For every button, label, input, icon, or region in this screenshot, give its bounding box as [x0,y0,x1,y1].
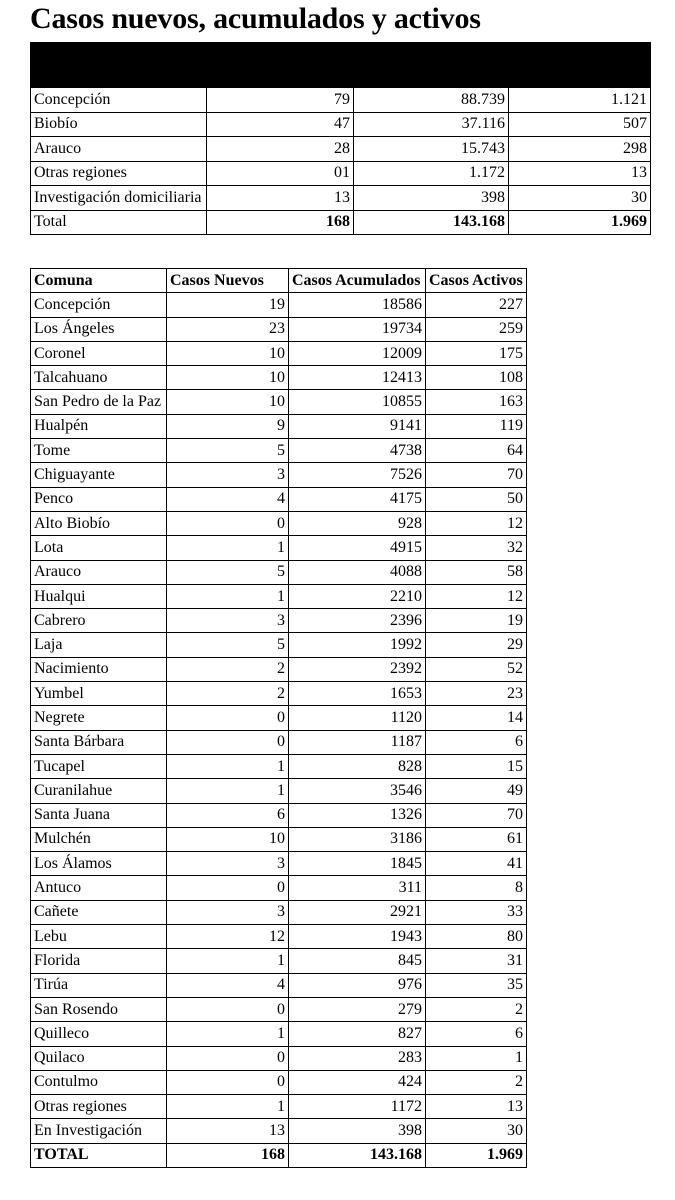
comunas-cell: 41 [426,852,527,876]
comunas-cell: 1 [167,949,289,973]
summary-cell-activos: 30 [509,186,651,211]
comunas-cell: Otras regiones [31,1095,167,1119]
table-row [31,487,527,511]
comunas-cell: Cañete [31,900,167,924]
table-row [31,317,527,341]
comunas-cell: 1992 [289,633,426,657]
comunas-cell: 10 [167,827,289,851]
page-title: Casos nuevos, acumulados y activos [30,2,481,35]
comunas-cell: Cabrero [31,609,167,633]
summary-row [31,88,651,113]
table-row [31,414,527,438]
comunas-cell: 398 [289,1119,426,1143]
comunas-cell: 49 [426,779,527,803]
summary-cell-acumulados: 398 [354,186,509,211]
summary-cell-name: Biobío [31,112,207,137]
table-row [31,779,527,803]
comunas-cell: San Pedro de la Paz [31,390,167,414]
summary-cell-activos: 1.969 [509,210,651,235]
comunas-cell: Arauco [31,560,167,584]
comunas-cell: 10 [167,341,289,365]
summary-row [31,210,651,235]
summary-row [31,161,651,186]
comunas-cell: 14 [426,706,527,730]
comunas-cell: 0 [167,730,289,754]
table-row [31,609,527,633]
comunas-cell: 3 [167,900,289,924]
comunas-cell: Quilaco [31,1046,167,1070]
comunas-cell: Tome [31,439,167,463]
comunas-cell: 4 [167,487,289,511]
comunas-cell: 70 [426,463,527,487]
comunas-cell: 18586 [289,293,426,317]
comunas-header-cell: Casos Nuevos [167,269,289,293]
comunas-cell: Quilleco [31,1022,167,1046]
comunas-cell: 4 [167,973,289,997]
table-row [31,1022,527,1046]
table-row [31,973,527,997]
comunas-cell: Hualpén [31,414,167,438]
comunas-cell: 3 [167,852,289,876]
summary-row [31,112,651,137]
comunas-cell: Contulmo [31,1070,167,1094]
table-row [31,803,527,827]
comunas-cell: 1 [167,584,289,608]
comunas-cell: 23 [426,682,527,706]
table-row [31,584,527,608]
summary-table [30,42,651,235]
comunas-cell: Santa Juana [31,803,167,827]
table-row [31,463,527,487]
comunas-cell: 31 [426,949,527,973]
comunas-cell: 311 [289,876,426,900]
table-row [31,341,527,365]
comunas-cell: Laja [31,633,167,657]
comunas-cell: Antuco [31,876,167,900]
comunas-cell: 0 [167,1070,289,1094]
comunas-cell: San Rosendo [31,997,167,1021]
comunas-cell: 9 [167,414,289,438]
comunas-cell: 2 [426,1070,527,1094]
summary-cell-acumulados: 15.743 [354,137,509,162]
table-row [31,949,527,973]
comunas-cell: 1943 [289,925,426,949]
table-row [31,852,527,876]
comunas-cell: Mulchén [31,827,167,851]
comunas-cell: 3 [167,609,289,633]
comunas-table [30,268,527,1168]
comunas-cell: 12009 [289,341,426,365]
comunas-cell: Florida [31,949,167,973]
table-row [31,1119,527,1143]
comunas-cell: 1653 [289,682,426,706]
comunas-cell: Tucapel [31,754,167,778]
comunas-cell: Talcahuano [31,366,167,390]
comunas-cell: 12 [426,511,527,535]
comunas-cell: 827 [289,1022,426,1046]
comunas-cell: 15 [426,754,527,778]
table-row [31,633,527,657]
comunas-cell: 19 [426,609,527,633]
comunas-cell: Nacimiento [31,657,167,681]
comunas-cell: 1187 [289,730,426,754]
comunas-cell: 424 [289,1070,426,1094]
table-row [31,876,527,900]
comunas-cell: 1120 [289,706,426,730]
comunas-cell: 80 [426,925,527,949]
comunas-cell: 283 [289,1046,426,1070]
summary-cell-name: Concepción [31,88,207,113]
summary-row [31,186,651,211]
comunas-cell: 2 [167,657,289,681]
comunas-cell: 9141 [289,414,426,438]
comunas-cell: 5 [167,560,289,584]
comunas-header-cell: Casos Acumulados [289,269,426,293]
comunas-cell: 119 [426,414,527,438]
comunas-cell: Hualqui [31,584,167,608]
summary-cell-acumulados: 88.739 [354,88,509,113]
table-row [31,439,527,463]
comunas-cell: Penco [31,487,167,511]
comunas-cell: 19734 [289,317,426,341]
comunas-cell: 23 [167,317,289,341]
comunas-cell: 6 [426,1022,527,1046]
summary-header-band [31,43,651,88]
table-row [31,293,527,317]
comunas-cell: 0 [167,997,289,1021]
summary-cell-activos: 507 [509,112,651,137]
comunas-cell: 845 [289,949,426,973]
summary-cell-name: Arauco [31,137,207,162]
comunas-cell: 61 [426,827,527,851]
comunas-cell: Santa Bárbara [31,730,167,754]
comunas-cell: 10 [167,390,289,414]
comunas-cell: 12 [426,584,527,608]
comunas-cell: 1845 [289,852,426,876]
table-row [31,1046,527,1070]
summary-cell-name: Investigación domiciliaria [31,186,207,211]
summary-cell-activos: 1.121 [509,88,651,113]
comunas-cell: Concepción [31,293,167,317]
total-cell: TOTAL [31,1143,167,1167]
comunas-cell: 70 [426,803,527,827]
comunas-cell: 928 [289,511,426,535]
comunas-cell: 32 [426,536,527,560]
summary-cell-nuevos: 13 [207,186,354,211]
comunas-cell: Yumbel [31,682,167,706]
comunas-cell: Coronel [31,341,167,365]
comunas-cell: Lota [31,536,167,560]
comunas-cell: 0 [167,1046,289,1070]
comunas-cell: 163 [426,390,527,414]
summary-cell-nuevos: 79 [207,88,354,113]
comunas-cell: 1 [167,1095,289,1119]
comunas-cell: 4738 [289,439,426,463]
comunas-cell: 108 [426,366,527,390]
summary-cell-nuevos: 47 [207,112,354,137]
comunas-cell: Lebu [31,925,167,949]
comunas-cell: 50 [426,487,527,511]
comunas-cell: Negrete [31,706,167,730]
table-row [31,730,527,754]
comunas-cell: 2 [167,682,289,706]
total-cell: 168 [167,1143,289,1167]
comunas-cell: Curanilahue [31,779,167,803]
comunas-cell: 976 [289,973,426,997]
summary-cell-activos: 13 [509,161,651,186]
table-row [31,706,527,730]
comunas-cell: 2396 [289,609,426,633]
comunas-cell: 5 [167,633,289,657]
comunas-cell: 8 [426,876,527,900]
table-row [31,536,527,560]
table-row [31,900,527,924]
table-row [31,390,527,414]
comunas-cell: 0 [167,706,289,730]
comunas-cell: 19 [167,293,289,317]
comunas-cell: 2 [426,997,527,1021]
comunas-cell: 175 [426,341,527,365]
comunas-cell: 4175 [289,487,426,511]
comunas-cell: 13 [426,1095,527,1119]
comunas-cell: Los Ángeles [31,317,167,341]
comunas-cell: 33 [426,900,527,924]
comunas-cell: 3546 [289,779,426,803]
comunas-cell: 58 [426,560,527,584]
comunas-cell: Chiguayante [31,463,167,487]
comunas-cell: 1172 [289,1095,426,1119]
comunas-cell: 3 [167,463,289,487]
comunas-cell: 2210 [289,584,426,608]
comunas-cell: 52 [426,657,527,681]
table-row [31,511,527,535]
table-row [31,827,527,851]
comunas-cell: 2921 [289,900,426,924]
comunas-cell: 64 [426,439,527,463]
comunas-cell: 828 [289,754,426,778]
summary-cell-name: Otras regiones [31,161,207,186]
comunas-cell: 3186 [289,827,426,851]
comunas-header-cell: Comuna [31,269,167,293]
comunas-cell: Los Álamos [31,852,167,876]
comunas-cell: 279 [289,997,426,1021]
comunas-cell: 35 [426,973,527,997]
comunas-cell: 1 [167,779,289,803]
summary-cell-nuevos: 168 [207,210,354,235]
comunas-cell: 0 [167,511,289,535]
comunas-cell: 5 [167,439,289,463]
summary-cell-acumulados: 143.168 [354,210,509,235]
summary-cell-nuevos: 01 [207,161,354,186]
comunas-cell: 4088 [289,560,426,584]
summary-cell-name: Total [31,210,207,235]
comunas-cell: 10 [167,366,289,390]
total-row [31,1143,527,1167]
comunas-cell: 1 [167,1022,289,1046]
comunas-header-row [31,269,527,293]
summary-cell-acumulados: 37.116 [354,112,509,137]
comunas-cell: 13 [167,1119,289,1143]
table-row [31,682,527,706]
comunas-cell: 6 [426,730,527,754]
table-row [31,754,527,778]
table-row [31,657,527,681]
comunas-cell: 12 [167,925,289,949]
comunas-cell: 227 [426,293,527,317]
table-row [31,366,527,390]
table-row [31,560,527,584]
comunas-cell: 1 [167,754,289,778]
comunas-cell: 29 [426,633,527,657]
comunas-cell: Alto Biobío [31,511,167,535]
comunas-cell: 6 [167,803,289,827]
summary-cell-activos: 298 [509,137,651,162]
summary-cell-acumulados: 1.172 [354,161,509,186]
comunas-cell: 2392 [289,657,426,681]
comunas-cell: 12413 [289,366,426,390]
comunas-cell: 1 [426,1046,527,1070]
comunas-cell: Tirúa [31,973,167,997]
table-row [31,925,527,949]
comunas-cell: 30 [426,1119,527,1143]
table-row [31,997,527,1021]
total-cell: 143.168 [289,1143,426,1167]
comunas-cell: 1 [167,536,289,560]
comunas-cell: 1326 [289,803,426,827]
total-cell: 1.969 [426,1143,527,1167]
comunas-header-cell: Casos Activos [426,269,527,293]
comunas-cell: 4915 [289,536,426,560]
comunas-cell: 10855 [289,390,426,414]
summary-row [31,137,651,162]
table-row [31,1095,527,1119]
comunas-cell: 0 [167,876,289,900]
comunas-cell: 259 [426,317,527,341]
comunas-cell: 7526 [289,463,426,487]
table-row [31,1070,527,1094]
comunas-cell: En Investigación [31,1119,167,1143]
summary-cell-nuevos: 28 [207,137,354,162]
